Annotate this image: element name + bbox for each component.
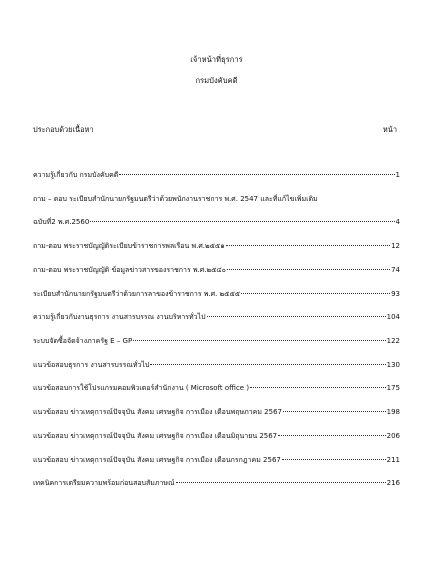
dot-leader (227, 269, 390, 270)
toc-entry-page: 122 (386, 337, 400, 345)
dot-leader (282, 459, 386, 460)
toc-entry-title: ระบบจัดซื้อจัดจ้างภาครัฐ E – GP (33, 337, 133, 345)
toc-entry (33, 289, 400, 300)
dot-leader (250, 387, 386, 388)
dot-leader (241, 293, 390, 294)
toc-entry-title: แนวข้อสอบการใช้โปรแกรมคอมพิวเตอร์สำนักงาน ( Microsoft office ) (33, 384, 250, 392)
toc-page-label: หน้า (382, 125, 397, 134)
toc-entry (33, 312, 400, 323)
toc-entry-page: 74 (391, 266, 400, 274)
toc-entry (33, 455, 400, 466)
dot-leader (150, 364, 385, 365)
toc-entry-title: แนวข้อสอบ ข่าวเหตุการณ์ปัจจุบัน สังคม เศรษฐกิจ การเมือง เดือนพฤษภาคม 2567 (33, 408, 282, 416)
toc-entry-title: ความรู้เกี่ยวกับ กรมบังคับคดี (33, 171, 119, 179)
toc-entry-page: 198 (386, 408, 400, 416)
dot-leader (90, 221, 394, 222)
toc-entry-page: 216 (386, 479, 400, 487)
dot-leader (278, 435, 385, 436)
dot-leader (207, 316, 386, 317)
dot-leader (226, 245, 390, 246)
toc-entry-page: 104 (386, 313, 400, 321)
document-subtitle: กรมบังคับคดี (195, 76, 238, 85)
toc-entry (33, 336, 400, 347)
toc-entry-title: ถาม-ตอบ พระราชบัญญัติ ข้อมูลข่าวสารของราชการ พ.ศ.๒๕๔๐ (33, 266, 226, 274)
toc-entry-title-line1: ถาม – ตอบ ระเบียบสำนักนายกรัฐมนตรีว่าด้วยพนักงานราชการ พ.ศ. 2547 และที่แก้ไขเพิ่มเติม (33, 195, 318, 203)
toc-entry-title: แนวข้อสอบ ข่าวเหตุการณ์ปัจจุบัน สังคม เศรษฐกิจ การเมือง เดือนกรกฎาคม 2567 (33, 456, 281, 464)
dot-leader (283, 411, 386, 412)
toc-entry-page: 211 (386, 456, 400, 464)
toc-entry-title: แนวข้อสอบธุรการ งานสารบรรณทั่วไป (33, 361, 150, 369)
toc-entry-title: ฉบับที่2 พ.ศ.2560 (33, 218, 90, 226)
toc-entry-title: ความรู้เกี่ยวกับงานธุรการ งานสารบรรณ งานบริหารทั่วไป (33, 313, 206, 321)
toc-entry (33, 407, 400, 418)
toc-entry (33, 360, 400, 371)
toc-entry (33, 431, 400, 442)
toc-entry-page: 1 (395, 171, 400, 179)
toc-entry-title: ระเบียบสำนักนายกรัฐมนตรีว่าด้วยการลาของข้าราชการ พ.ศ. ๒๕๕๕ (33, 290, 241, 298)
toc-entry-title: ถาม-ตอบ พระราชบัญญัติระเบียบข้าราชการพลเรือน พ.ศ.๒๕๕๑ (33, 242, 225, 250)
dot-leader (133, 340, 385, 341)
toc-entry-page: 206 (386, 432, 400, 440)
document-title: เจ้าหน้าที่ธุรการ (190, 55, 243, 64)
toc-entry-page: 175 (386, 384, 400, 392)
toc-entry-title: เทคนิคการเตรียมความพร้อมก่อนสอบสัมภาษณ์ (33, 479, 175, 487)
toc-entry (33, 265, 400, 276)
toc-entry-page: 4 (395, 218, 400, 226)
toc-entry (33, 217, 400, 228)
toc-contents-label: ประกอบด้วยเนื้อหา (33, 125, 94, 134)
toc-entry-page: 12 (391, 242, 400, 250)
toc-entry-page: 130 (386, 361, 400, 369)
toc-entry (33, 478, 400, 489)
toc-entry (33, 241, 400, 252)
toc-entry (33, 170, 400, 181)
dot-leader (119, 174, 394, 175)
dot-leader (176, 482, 386, 483)
toc-entry-title: แนวข้อสอบ ข่าวเหตุการณ์ปัจจุบัน สังคม เศรษฐกิจ การเมือง เดือนมิถุนายน 2567 (33, 432, 278, 440)
toc-entry-page: 93 (391, 290, 400, 298)
toc-entry (33, 383, 400, 394)
